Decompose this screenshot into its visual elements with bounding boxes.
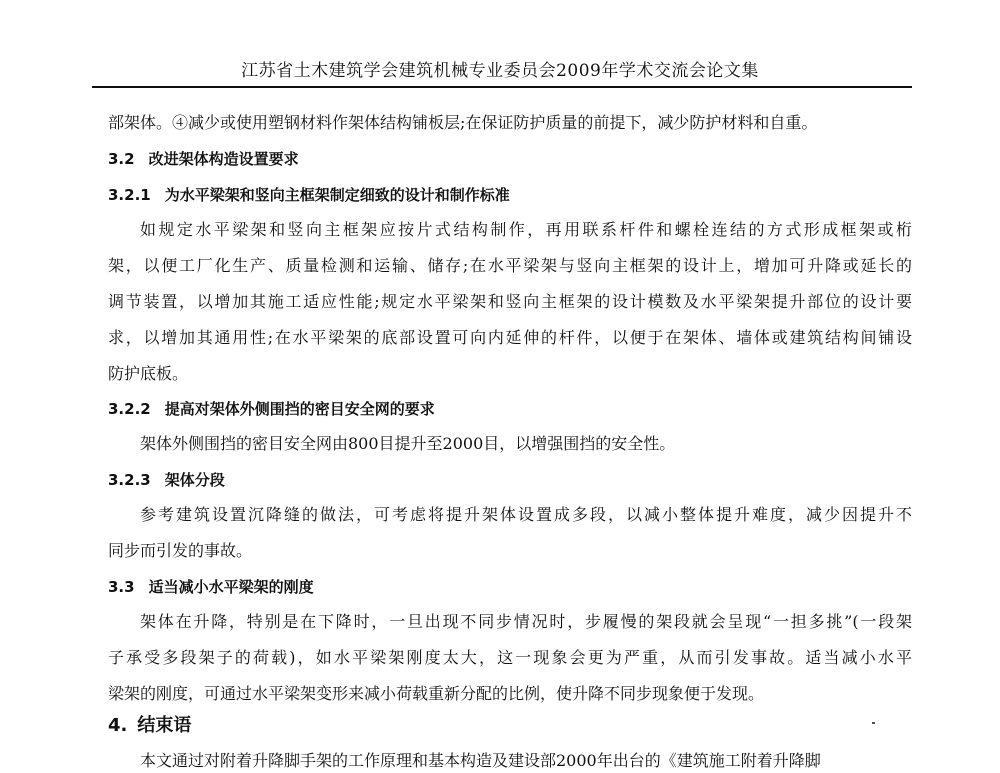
header-divider [92, 86, 912, 88]
heading-title: 适当减小水平梁架的刚度 [148, 578, 314, 596]
paragraph-line: 参考建筑设置沉降缝的做法，可考虑将提升架体设置成多段，以减小整体提升难度，减少因提升不 [140, 505, 912, 524]
paragraph-line: 架体在升降，特别是在下降时，一旦出现不同步情况时，步履慢的架段就会呈现“一担多挑”(一段架 [140, 612, 912, 631]
section-heading-4 [108, 714, 912, 738]
paragraph-line: 调节装置，以增加其施工适应性能;规定水平梁架和竖向主框架的设计模数及水平梁架提升部位的设计要 [108, 292, 912, 311]
heading-number: 3.2.1 [108, 186, 151, 204]
paragraph-line: 部架体。④减少或使用塑钢材料作架体结构铺板层;在保证防护质量的前提下，减少防护材料和自重。 [108, 113, 818, 132]
paragraph-line: 子承受多段架子的荷载)，如水平梁架刚度太大，这一现象会更为严重，从而引发事故。适当减小水平 [108, 648, 912, 667]
paragraph-line: 梁架的刚度，可通过水平梁架变形来减小荷载重新分配的比例，使升降不同步现象便于发现。 [108, 684, 765, 703]
heading-title: 为水平梁架和竖向主框架制定细致的设计和制作标准 [164, 186, 510, 204]
section-heading-3-2-1 [108, 183, 912, 207]
paragraph-line: 架，以便工厂化生产、质量检测和运输、储存;在水平梁架与竖向主框架的设计上，增加可升降或延长的 [108, 256, 912, 275]
section-heading-3-2-2 [108, 397, 912, 421]
scan-speck [872, 722, 875, 724]
heading-title: 结束语 [137, 715, 192, 736]
paragraph-line: 本文通过对附着升降脚手架的工作原理和基本构造及建设部2000年出台的《建筑施工附着升降脚 [140, 751, 821, 770]
paragraph-line: 如规定水平梁架和竖向主框架应按片式结构制作，再用联系杆件和螺栓连结的方式形成框架或桁 [140, 220, 912, 239]
paragraph-line: 求，以增加其通用性;在水平梁架的底部设置可向内延伸的杆件，以便于在架体、墙体或建筑结构间铺设 [108, 328, 912, 347]
section-heading-3-2 [108, 147, 912, 171]
section-heading-3-2-3 [108, 468, 912, 492]
paragraph-line: 同步而引发的事故。 [108, 541, 253, 560]
paragraph-line: 架体外侧围挡的密目安全网由800目提升至2000目，以增强围挡的安全性。 [140, 434, 676, 453]
section-heading-3-3 [108, 575, 912, 599]
heading-number: 3.2.2 [108, 400, 151, 418]
heading-title: 改进架体构造设置要求 [148, 150, 299, 168]
heading-title: 提高对架体外侧围挡的密目安全网的要求 [164, 400, 435, 418]
page-header: 江苏省土木建筑学会建筑机械专业委员会2009年学术交流会论文集 [241, 61, 759, 81]
heading-number: 3.2 [108, 150, 135, 168]
heading-number: 3.3 [108, 578, 135, 596]
heading-number: 4. [108, 715, 128, 736]
heading-number: 3.2.3 [108, 471, 151, 489]
heading-title: 架体分段 [164, 471, 225, 489]
paragraph-line: 防护底板。 [108, 364, 189, 383]
